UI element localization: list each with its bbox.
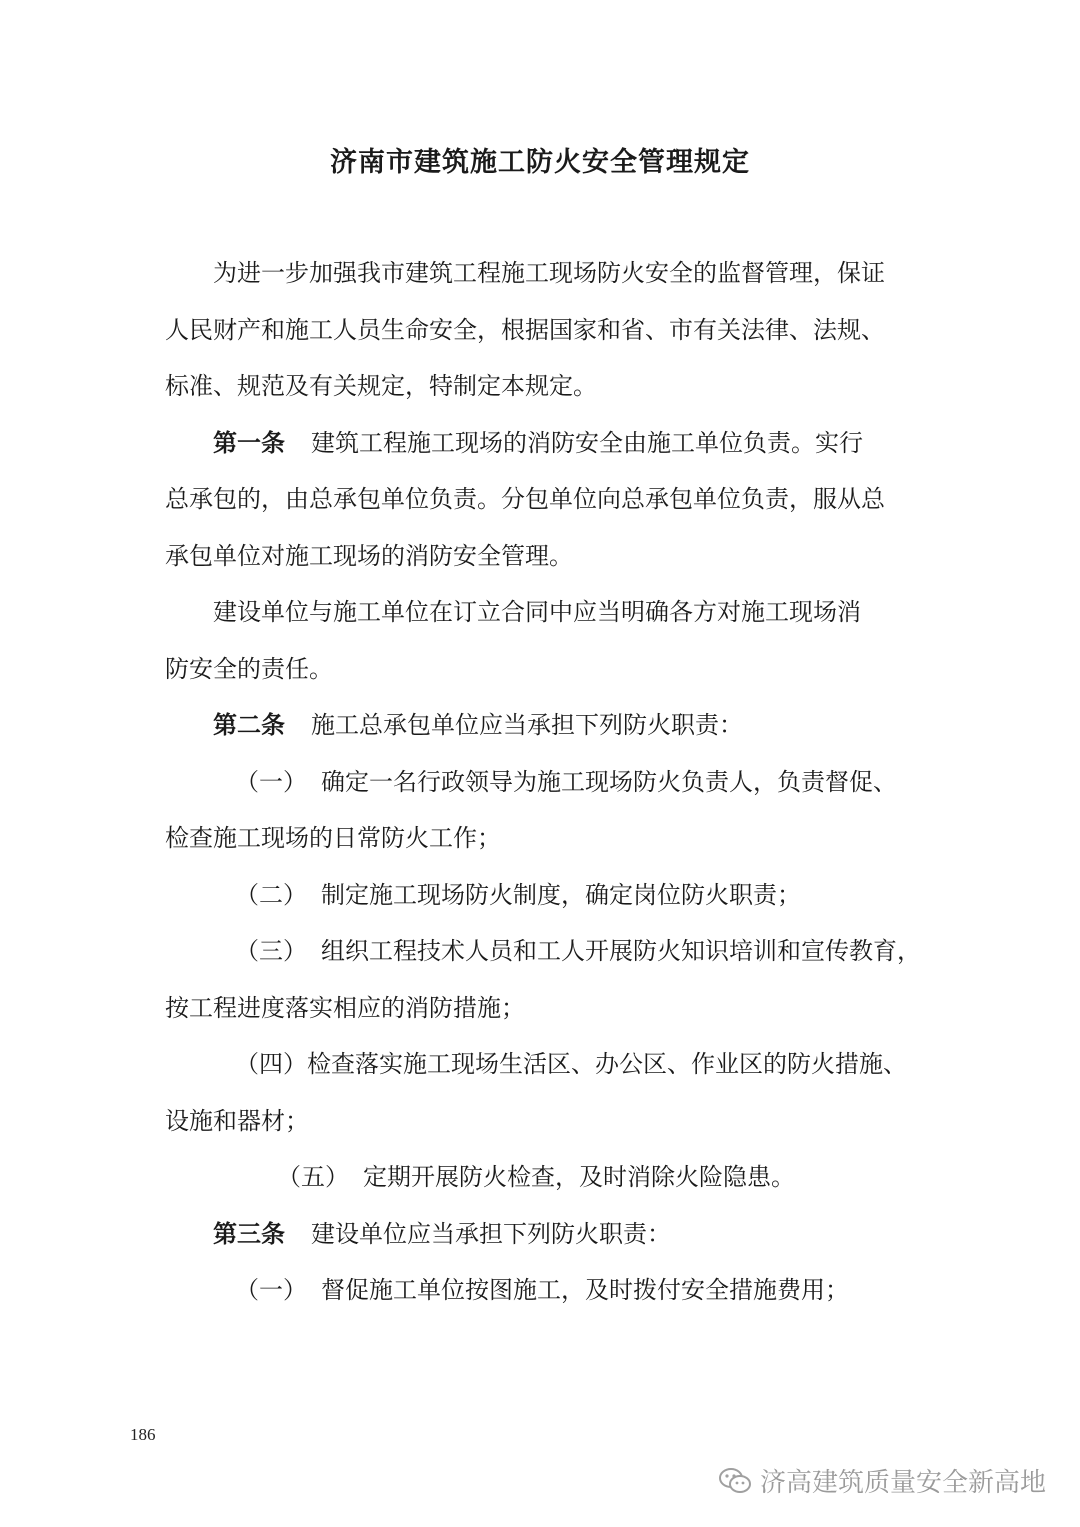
watermark — [718, 1462, 1046, 1499]
paragraph-line: 按工程进度落实相应的消防措施； — [165, 993, 525, 1022]
article-label: 第一条 — [213, 428, 285, 457]
document-title: 济南市建筑施工防火安全管理规定 — [330, 147, 750, 178]
paragraph-line: 为进一步加强我市建筑工程施工现场防火安全的监督管理，保证 — [213, 259, 885, 287]
paragraph-line: 设施和器材； — [165, 1106, 309, 1135]
item-text: 定期开展防火检查，及时消除火险隐患。 — [363, 1163, 795, 1191]
item-text: 制定施工现场防火制度，确定岗位防火职责； — [321, 880, 801, 909]
item-number: （三） — [235, 937, 307, 965]
item-number: （一） — [235, 767, 307, 796]
paragraph-line: 建设单位与施工单位在订立合同中应当明确各方对施工现场消 — [213, 598, 861, 626]
paragraph-line: 承包单位对施工现场的消防安全管理。 — [165, 541, 573, 570]
item-number: （二） — [235, 880, 307, 909]
list-item — [165, 1262, 925, 1319]
item-number: （一） — [235, 1276, 307, 1304]
list-item — [165, 754, 925, 811]
paragraph-line: 总承包的，由总承包单位负责。分包单位向总承包单位负责，服从总 — [165, 485, 885, 513]
article-text: 建设单位应当承担下列防火职责： — [311, 1219, 671, 1248]
article-2 — [165, 697, 925, 754]
watermark-text: 济高建筑质量安全新高地 — [759, 1468, 1046, 1498]
article-label: 第二条 — [213, 711, 285, 739]
article-text: 建筑工程施工现场的消防安全由施工单位负责。实行 — [311, 428, 863, 457]
document-body — [165, 245, 925, 1319]
list-item — [165, 867, 925, 924]
list-item — [165, 1036, 925, 1093]
paragraph-line: 标准、规范及有关规定，特制定本规定。 — [165, 372, 597, 400]
item-text: 确定一名行政领导为施工现场防火负责人，负责督促、 — [321, 767, 897, 796]
wechat-icon — [718, 1466, 752, 1496]
item-number: （五） — [277, 1163, 349, 1191]
item-text: 检查落实施工现场生活区、办公区、作业区的防火措施、 — [307, 1050, 907, 1078]
article-label: 第三条 — [213, 1219, 285, 1248]
page-number: 186 — [130, 1425, 156, 1444]
paragraph-line: 人民财产和施工人员生命安全，根据国家和省、市有关法律、法规、 — [165, 315, 885, 344]
article-1 — [165, 415, 925, 472]
item-text: 督促施工单位按图施工，及时拨付安全措施费用； — [321, 1276, 849, 1304]
item-number: （四） — [235, 1050, 307, 1078]
list-item — [165, 923, 925, 980]
list-item — [165, 1149, 925, 1206]
article-3 — [165, 1206, 925, 1263]
article-text: 施工总承包单位应当承担下列防火职责： — [311, 711, 743, 739]
item-text: 组织工程技术人员和工人开展防火知识培训和宣传教育， — [321, 937, 921, 965]
paragraph-line: 检查施工现场的日常防火工作； — [165, 824, 501, 852]
paragraph-line: 防安全的责任。 — [165, 654, 333, 683]
